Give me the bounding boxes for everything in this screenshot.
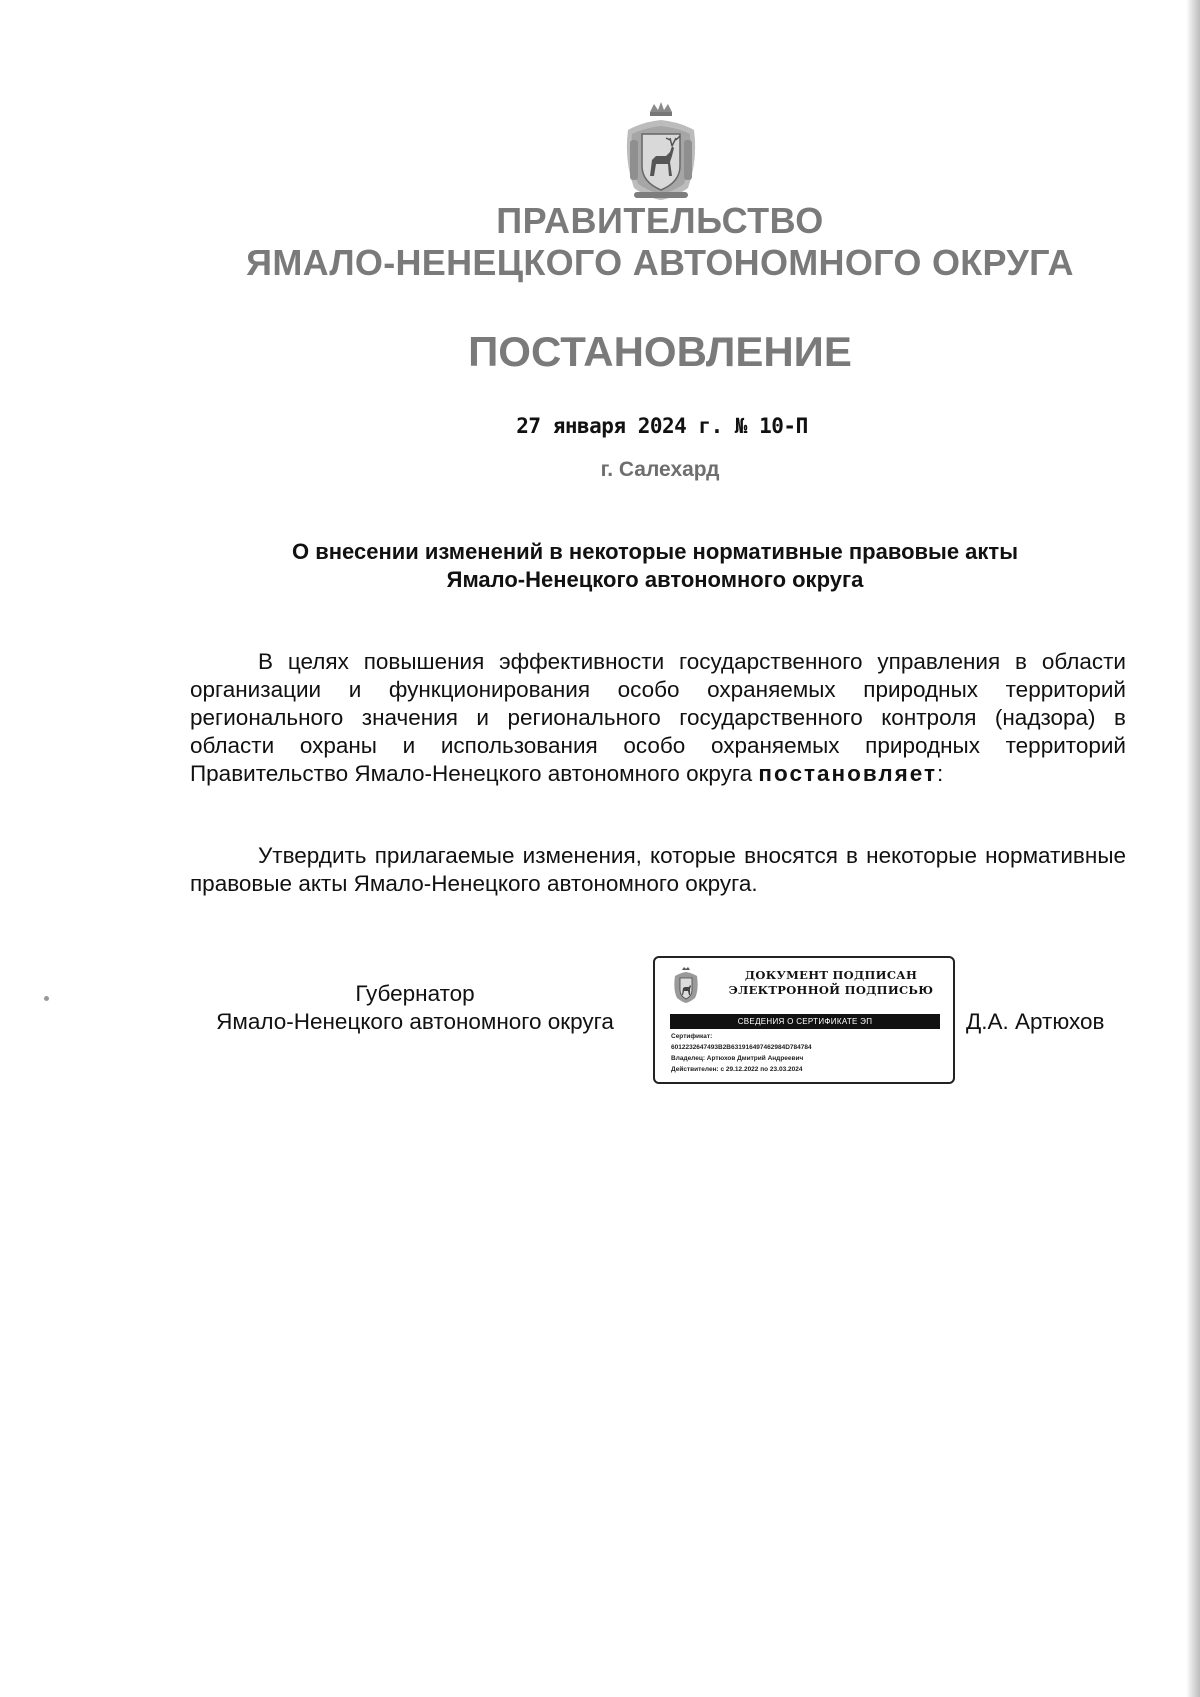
stamp-certificate-info: [671, 1031, 951, 1075]
document-title-line1: О внесении изменений в некоторые нормативные правовые акты: [291, 539, 1018, 564]
stamp-heading-line1: ДОКУМЕНТ ПОДПИСАН: [744, 968, 918, 982]
body-paragraph-1: [190, 648, 1126, 788]
stamp-cert-number: 6012232647493B2B631916497462984D784784: [671, 1044, 812, 1051]
document-title: [190, 538, 1120, 594]
stamp-validity: Действителен: с 29.12.2022 по 23.03.2024: [671, 1066, 803, 1073]
stamp-certificate-bar: СВЕДЕНИЯ О СЕРТИФИКАТЕ ЭП: [670, 1014, 940, 1029]
document-title-line2: Ямало-Ненецкого автономного округа: [446, 567, 864, 592]
coat-of-arms-icon: [620, 100, 702, 202]
paragraph-2-text: Утвердить прилагаемые изменения, которые вносятся в некоторые нормативные правовые акты Ямало-Ненецкого автономного округа.: [190, 843, 1126, 896]
signatory-title: [190, 980, 640, 1036]
stamp-heading: [711, 968, 951, 998]
stamp-heading-line2: ЭЛЕКТРОННОЙ ПОДПИСЬЮ: [728, 983, 934, 997]
government-name-line2: ЯМАЛО-НЕНЕЦКОГО АВТОНОМНОГО ОКРУГА: [246, 242, 1074, 283]
stamp-owner: Владелец: Артюхов Дмитрий Андреевич: [671, 1055, 804, 1062]
scan-artifact-dot: [44, 996, 49, 1001]
stamp-coat-of-arms-icon: [671, 966, 701, 1004]
body-paragraph-2: [190, 842, 1126, 898]
stamp-cert-label: Сертификат:: [671, 1033, 713, 1040]
government-name-line1: ПРАВИТЕЛЬСТВО: [496, 200, 824, 241]
document-date-number: 27 января 2024 г. № 10-П: [516, 414, 808, 438]
electronic-signature-stamp: [653, 956, 955, 1084]
paragraph-1-text: В целях повышения эффективности государственного управления в области организации и функционирования особо охраняемых природных территорий регионального значения и регионального государственного контроля (надзора) в области охраны и использования особо охраняемых природных территорий Правительство Ямало-Ненецкого автономного округа: [190, 649, 1126, 786]
signatory-name: Д.А. Артюхов: [966, 1009, 1105, 1034]
document-city: г. Салехард: [600, 458, 720, 481]
document-type: ПОСТАНОВЛЕНИЕ: [468, 328, 852, 375]
decree-word: постановляет: [758, 761, 938, 786]
paragraph-1-end: :: [937, 761, 944, 786]
signatory-title-line1: Губернатор: [355, 981, 475, 1006]
signatory-title-line2: Ямало-Ненецкого автономного округа: [216, 1009, 614, 1034]
